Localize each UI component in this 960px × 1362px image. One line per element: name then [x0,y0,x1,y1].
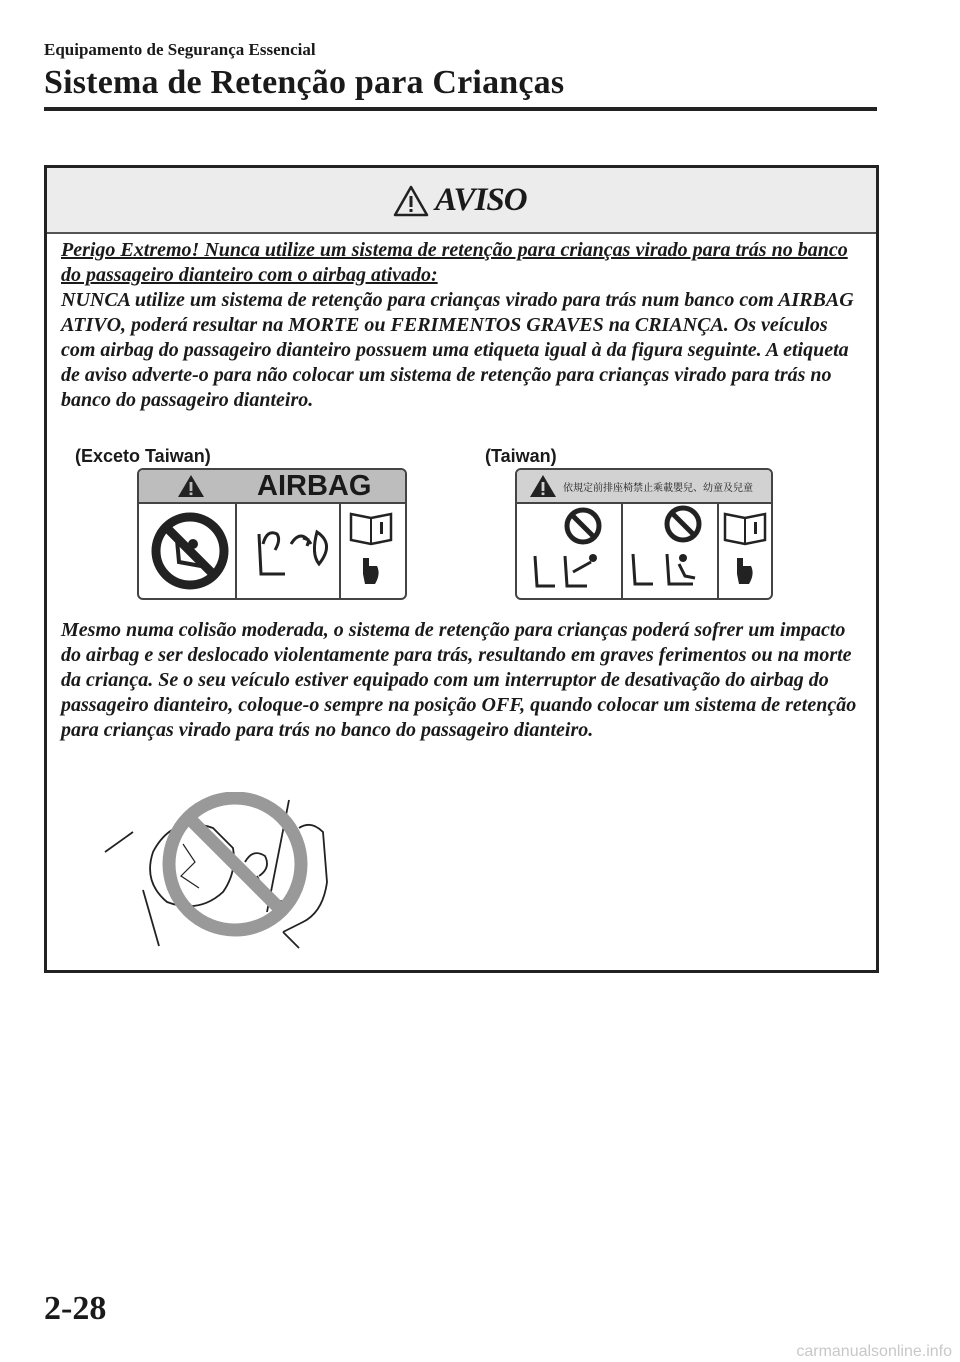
read-manual-icon [719,504,771,594]
warning-box [44,165,879,973]
no-child-seat-icon [623,504,719,594]
sticker-airbag-deploy-cell [235,504,341,598]
sticker-taiwan-title: 依規定前排座椅禁止乘載嬰兒、幼童及兒童 [563,483,753,494]
airbag-deploy-icon [237,504,341,594]
sticker-no-child-cell [621,504,719,598]
sticker-manual-cell [339,504,407,598]
warning-body: NUNCA utilize um sistema de retenção para crianças virado para trás num banco com AIRBAG ATIVO, poderá resultar na MORTE ou FERIMENTOS GRAVES na CRIANÇA. Os veículos com airbag do passageiro dianteiro possuem uma etiqueta igual à da figura seguinte. A etiqueta de aviso adverte-o para não colocar um sistema de retenção para crianças virado para trás no banco do passageiro dianteiro. [61,289,854,411]
title-rule [44,107,877,111]
airbag-illustration [103,792,363,952]
warning-body-2: Mesmo numa colisão moderada, o sistema de retenção para crianças poderá sofrer um impacto do airbag e ser deslocado violentamente para trás, resultando em graves ferimentos ou na morte da criança. Se o seu veículo estiver equipado com um interruptor de desativação do airbag do passageiro dianteiro, coloque-o sempre na posição OFF, quando colocar um sistema de retenção para crianças virado para trás no banco do passageiro dianteiro. [61,619,857,741]
sticker-manual-cell [717,504,773,598]
label-caption-except-taiwan: (Exceto Taiwan) [75,446,211,466]
taiwan-label-sticker [515,468,773,600]
label-caption-taiwan: (Taiwan) [485,446,557,466]
no-rear-seat-child-icon [521,506,621,596]
sticker-warning-icon [529,474,557,498]
warning-triangle-icon [393,185,429,217]
warning-header [47,168,876,234]
warning-text [61,238,867,413]
section-heading: Equipamento de Segurança Essencial [44,40,316,59]
airbag-label-sticker [137,468,407,600]
read-manual-icon [341,504,403,594]
sticker-airbag-title: AIRBAG [257,470,372,502]
warning-lead: Perigo Extremo! Nunca utilize um sistema de retenção para crianças virado para trás no banco do passageiro dianteiro com o airbag ativado: [61,239,848,286]
warning-heading: AVISO [435,182,527,218]
sticker-warning-icon [177,474,205,498]
watermark: carmanualsonline.info [796,1343,952,1360]
no-child-seat-icon [149,510,233,592]
page-title: Sistema de Retenção para Crianças [44,64,565,101]
page-number: 2-28 [44,1290,107,1327]
